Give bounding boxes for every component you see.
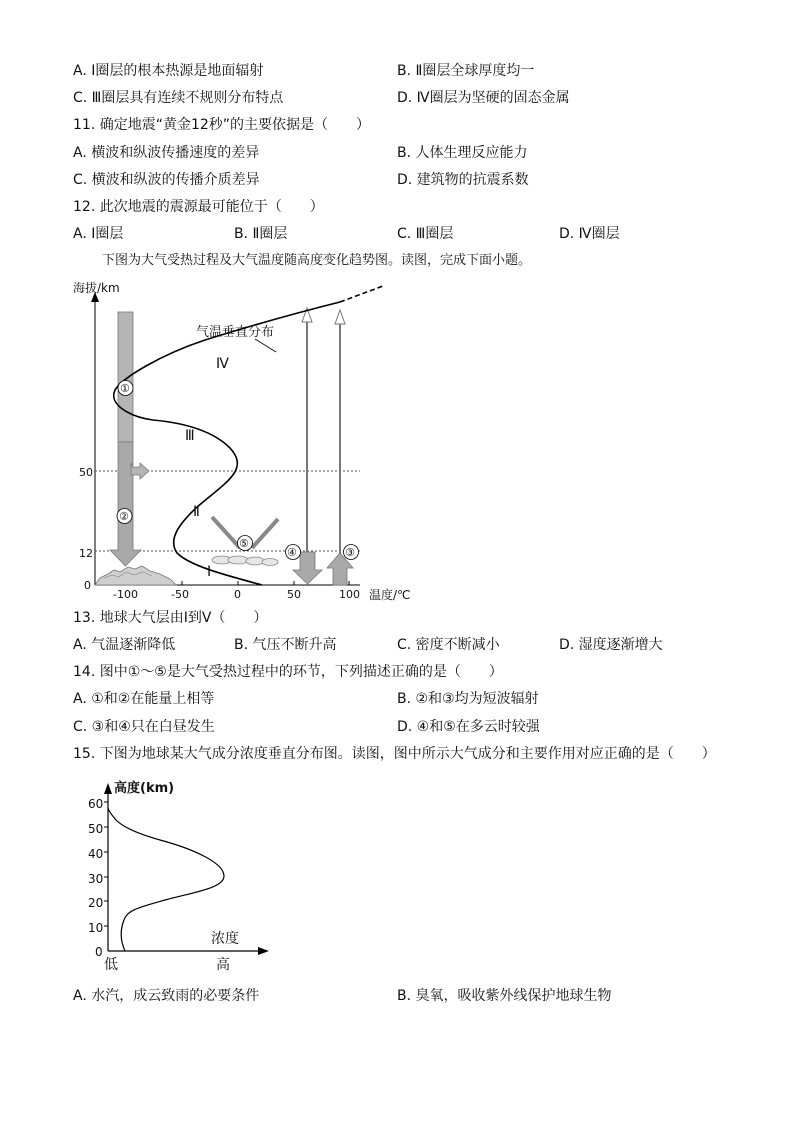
y-tick-12: 12 [79, 547, 93, 560]
q11-option-a: A. 横波和纵波传播速度的差异 [73, 145, 260, 161]
q11-option-c: C. 横波和纵波的传播介质差异 [73, 172, 260, 188]
fig2-x-axis-label: 浓度 [211, 931, 239, 947]
q13-option-d: D. 湿度逐渐增大 [559, 637, 663, 653]
q15-option-b: B. 臭氧，吸收紫外线保护地球生物 [397, 988, 612, 1004]
y-tick-0: 0 [84, 579, 91, 592]
q13-option-a: A. 气温逐渐降低 [73, 637, 176, 653]
x-tick-neg100: -100 [113, 588, 138, 601]
q12-option-d: D. Ⅳ圈层 [559, 226, 620, 242]
fig2-x-low-label: 低 [104, 957, 118, 973]
q13-option-c: C. 密度不断减小 [397, 637, 500, 653]
figure-intro: 下图为大气受热过程及大气温度随高度变化趋势图。读图，完成下面小题。 [102, 253, 532, 268]
fig2-y-tick-0: 0 [95, 945, 103, 959]
marker-4-label: ④ [287, 546, 297, 559]
q12-stem: 12. 此次地震的震源最可能位于（ ） [73, 199, 324, 215]
q12-option-a: A. Ⅰ圈层 [73, 226, 124, 242]
marker-1-label: ① [120, 382, 130, 395]
marker-3-label: ③ [345, 546, 355, 559]
fig2-y-axis-arrow [104, 783, 112, 794]
x-tick-50: 50 [287, 588, 301, 601]
q11-option-d: D. 建筑物的抗震系数 [397, 172, 529, 188]
fig2-y-tick-20: 20 [88, 896, 104, 910]
layer-label-4: Ⅳ [216, 356, 229, 372]
layer-label-3: Ⅲ [185, 428, 195, 444]
fig2-y-tick-10: 10 [88, 921, 104, 935]
q11-stem: 11. 确定地震“黄金12秒”的主要依据是（ ） [73, 117, 371, 133]
layer-label-1: Ⅰ [207, 564, 212, 580]
x-tick-neg50: -50 [171, 588, 189, 601]
layer-label-2: Ⅱ [193, 504, 200, 520]
q10-option-b: B. Ⅱ圈层全球厚度均一 [397, 63, 535, 79]
q14-option-b: B. ②和③均为短波辐射 [397, 691, 539, 707]
q13-stem: 13. 地球大气层由Ⅰ到Ⅴ（ ） [73, 610, 268, 626]
q14-option-c: C. ③和④只在白昼发生 [73, 719, 215, 735]
fig2-x-axis-arrow [258, 947, 269, 955]
fig1-curve-label: 气温垂直分布 [196, 325, 275, 340]
fig2-y-tick-60: 60 [88, 797, 104, 811]
q10-option-c: C. Ⅲ圈层具有连续不规则分布特点 [73, 90, 284, 106]
fig2-y-tick-40: 40 [88, 847, 104, 861]
q12-option-b: B. Ⅱ圈层 [234, 226, 288, 242]
marker-5-label: ⑤ [239, 537, 249, 550]
q12-option-c: C. Ⅲ圈层 [397, 226, 454, 242]
x-tick-100: 100 [339, 588, 360, 601]
concentration-curve [108, 808, 224, 951]
marker-2-label: ② [119, 510, 129, 523]
q15-option-a: A. 水汽，成云致雨的必要条件 [73, 988, 260, 1004]
fig1-y-axis-label: 海拔/km [73, 281, 120, 295]
fig2-y-tick-30: 30 [88, 872, 104, 886]
q11-option-b: B. 人体生理反应能力 [397, 145, 528, 161]
q15-stem: 15. 下图为地球某大气成分浓度垂直分布图。读图，图中所示大气成分和主要作用对应正确的是（ ） [73, 746, 716, 762]
fig2-y-tick-50: 50 [88, 822, 104, 836]
y-tick-50: 50 [79, 466, 93, 479]
q10-option-d: D. Ⅳ圈层为坚硬的固态金属 [397, 90, 570, 106]
q14-stem: 14. 图中①～⑤是大气受热过程中的环节，下列描述正确的是（ ） [73, 664, 503, 680]
fig1-x-axis-label: 温度/℃ [369, 588, 411, 602]
x-tick-0: 0 [234, 588, 241, 601]
fig2-y-axis-label: 高度(km) [114, 781, 175, 796]
q14-option-d: D. ④和⑤在多云时较强 [397, 719, 540, 735]
fig2-x-high-label: 高 [216, 957, 230, 973]
q10-option-a: A. Ⅰ圈层的根本热源是地面辐射 [73, 63, 264, 79]
q14-option-a: A. ①和②在能量上相等 [73, 691, 215, 707]
q13-option-b: B. 气压不断升高 [234, 637, 337, 653]
